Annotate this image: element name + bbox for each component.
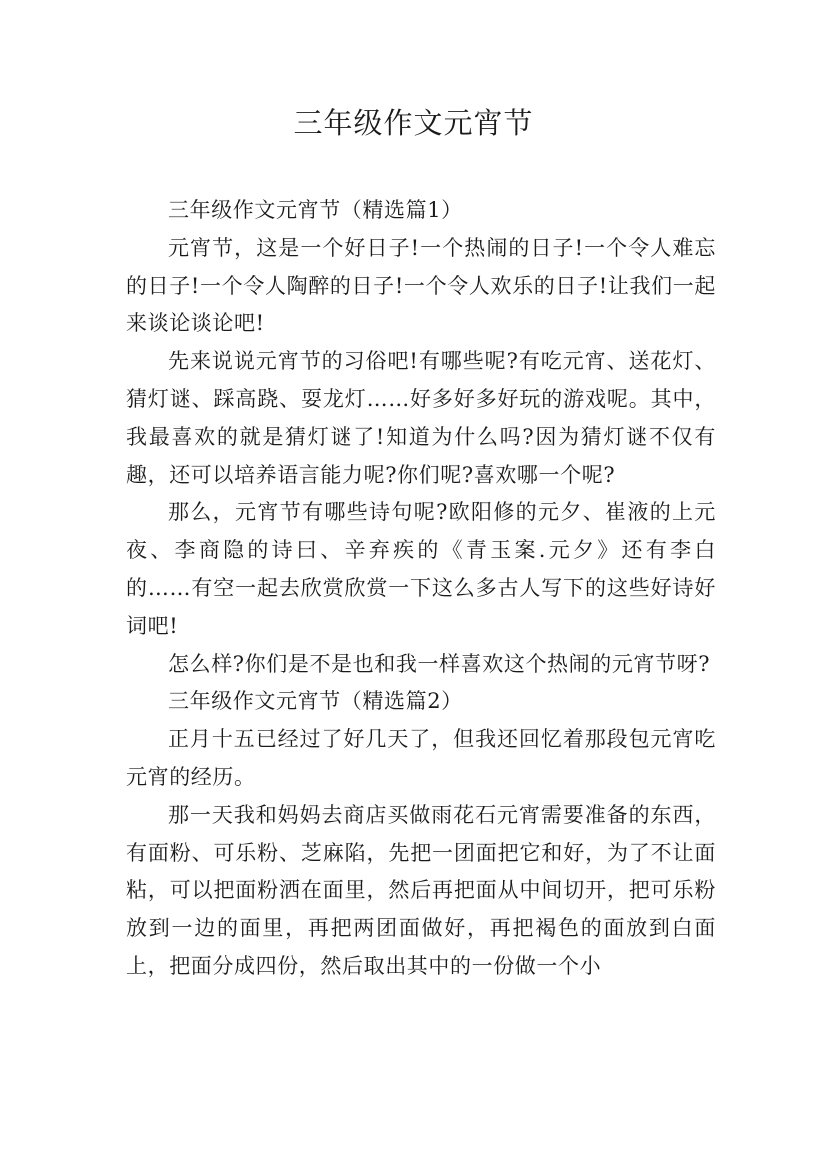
document-title: 三年级作文元宵节 bbox=[293, 106, 534, 140]
section-heading: 三年级作文元宵节（精选篇1） bbox=[168, 198, 463, 222]
paragraph: 正月十五已经过了好几天了，但我还回忆着那段包元宵吃元宵的经历。 bbox=[126, 727, 716, 789]
paragraph: 元宵节，这是一个好日子!一个热闹的日子!一个令人难忘的日子!一个令人陶醉的日子!一个令人欢乐的日子!让我们一起来谈论谈论吧! bbox=[126, 235, 716, 336]
paragraph: 那一天我和妈妈去商店买做雨花石元宵需要准备的东西，有面粉、可乐粉、芝麻陷，先把一团面把它和好，为了不让面粘，可以把面粉洒在面里，然后再把面从中间切开，把可乐粉放到一边的面里，再把两团面做好，再把褐色的面放到白面上，把面分成四份，然后取出其中的一份做一个小 bbox=[126, 802, 716, 978]
section-heading: 三年级作文元宵节（精选篇2） bbox=[168, 689, 463, 714]
document-body bbox=[126, 192, 716, 986]
paragraph: 那么，元宵节有哪些诗句呢?欧阳修的元夕、崔液的上元夜、李商隐的诗曰、辛弃疾的《青玉案.元夕》还有李白的……有空一起去欣赏欣赏一下这么多古人写下的这些好诗好词吧! bbox=[126, 500, 716, 638]
paragraph: 怎么样?你们是不是也和我一样喜欢这个热闹的元宵节呀? bbox=[168, 651, 711, 676]
paragraph: 先来说说元宵节的习俗吧!有哪些呢?有吃元宵、送花灯、猜灯谜、踩高跷、耍龙灯……好多好多好玩的游戏呢。其中，我最喜欢的就是猜灯谜了!知道为什么吗?因为猜灯谜不仅有趣，还可以培养语言能力呢?你们呢?喜欢哪一个呢? bbox=[126, 349, 716, 487]
